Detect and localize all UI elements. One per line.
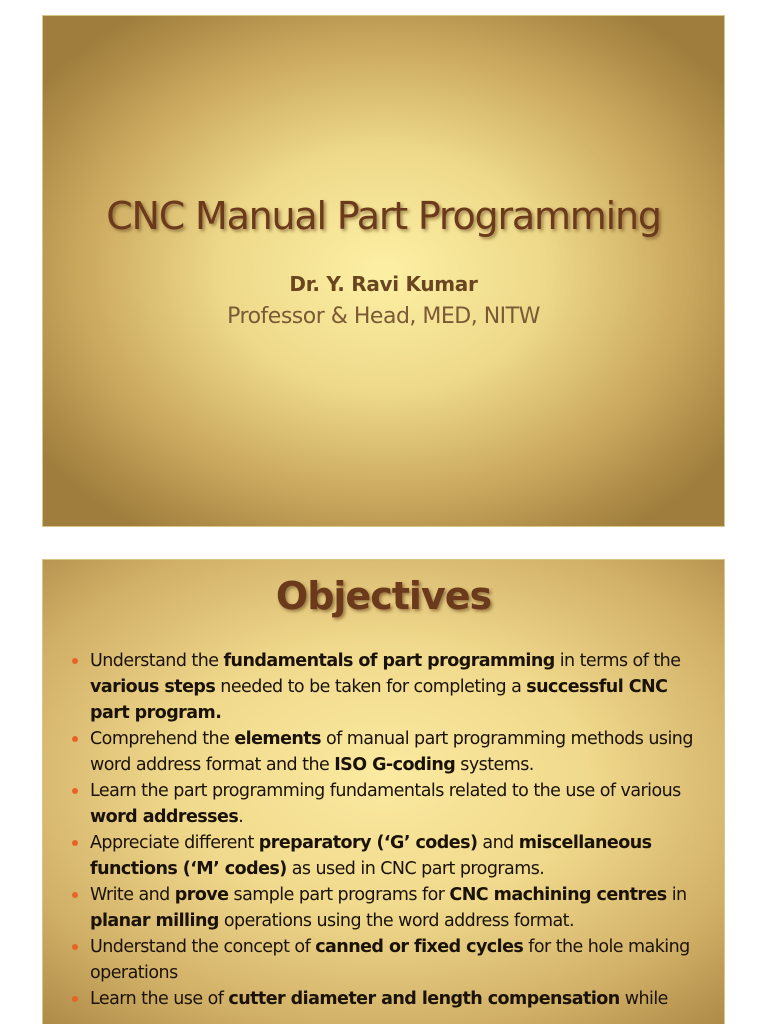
objectives-slide (43, 560, 724, 1024)
objective-text: needed to be taken for completing a (215, 677, 527, 697)
objective-text-bold: word addresses (90, 807, 239, 827)
objective-item (72, 986, 712, 1012)
objective-text: Understand the concept of (90, 937, 316, 957)
objective-text: systems. (455, 755, 534, 775)
objective-text-bold: various steps (90, 677, 216, 697)
objective-item (72, 648, 712, 726)
objective-item (72, 830, 712, 882)
objective-text-bold: cutter diameter and length compensation (228, 989, 620, 1009)
objective-text-bold: successful CNC part program. (90, 677, 668, 723)
objective-text-bold: planar milling (90, 911, 219, 931)
objective-text: Comprehend the (90, 729, 235, 749)
objective-text-bold: prove (174, 885, 229, 905)
objective-text-bold: ISO G-coding (334, 755, 456, 775)
objective-text-bold: miscellaneous functions (‘M’ codes) (90, 833, 652, 879)
objective-text: Write and (90, 885, 175, 905)
bullet-icon (72, 996, 78, 1002)
bullet-icon (72, 944, 78, 950)
bullet-icon (72, 840, 78, 846)
objective-text: as used in CNC part programs. (286, 859, 545, 879)
bullet-icon (72, 736, 78, 742)
author-affiliation: Professor & Head, MED, NITW (227, 304, 540, 329)
objective-text: and (477, 833, 519, 853)
objective-text: for the hole making operations (90, 937, 690, 983)
objective-text: Learn the use of (90, 989, 229, 1009)
objective-text: Learn the part programming fundamentals related to the use of various (90, 781, 681, 801)
objective-item (72, 726, 712, 778)
objective-text-bold: CNC machining centres (449, 885, 667, 905)
objectives-heading: Objectives (275, 574, 492, 618)
objective-text: of manual part programming methods using word address format and the (90, 729, 693, 775)
author-name: Dr. Y. Ravi Kumar (289, 272, 478, 296)
objective-item (72, 778, 712, 830)
title-slide (43, 16, 724, 526)
objectives-list (72, 648, 712, 1012)
objective-text-bold: fundamentals of part programming (223, 651, 555, 671)
objective-text: Appreciate different (90, 833, 259, 853)
objective-text: in terms of the (554, 651, 681, 671)
bullet-icon (72, 788, 78, 794)
slide-title: CNC Manual Part Programming (106, 194, 661, 238)
objective-text-bold: elements (234, 729, 321, 749)
objective-text: sample part programs for (228, 885, 450, 905)
objective-text: . (238, 807, 244, 827)
objective-text: Understand the (90, 651, 224, 671)
bullet-icon (72, 658, 78, 664)
bullet-icon (72, 892, 78, 898)
objective-text: in (666, 885, 687, 905)
objective-item (72, 934, 712, 986)
objective-text-bold: preparatory (‘G’ codes) (258, 833, 478, 853)
objective-text-bold: canned or fixed cycles (315, 937, 524, 957)
objective-text: operations using the word address format. (218, 911, 574, 931)
objective-text: while (619, 989, 668, 1009)
objective-item (72, 882, 712, 934)
